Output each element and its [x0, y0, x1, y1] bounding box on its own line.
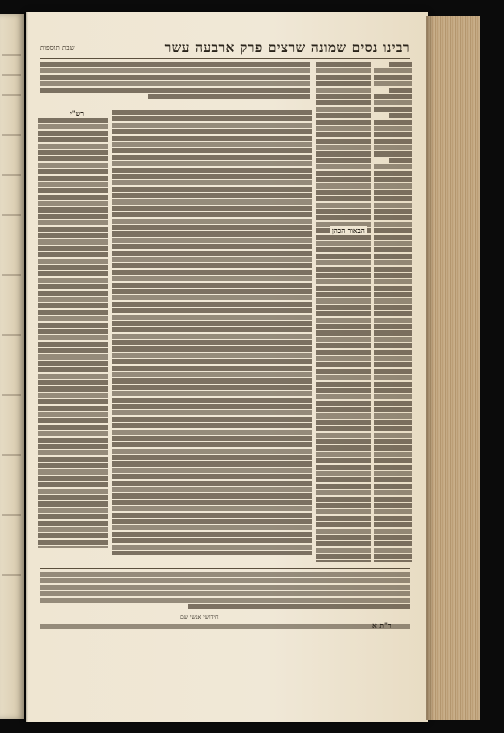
wide-text-block: [112, 408, 312, 528]
running-head-title: רבינו נסים שמונה שרצים פרק ארבעה עשר: [164, 40, 410, 56]
bottom-notes-block: [40, 624, 410, 636]
running-head-mark: שבת תוספות: [40, 44, 75, 52]
rashi-column: [38, 118, 108, 548]
ran-column: [316, 62, 371, 562]
margin-notes-column: [374, 62, 412, 562]
rashi-heading: רש"י: [70, 109, 84, 118]
header-rule: [40, 58, 410, 59]
footnote-rule: [40, 568, 410, 569]
page-edges-shadow: [426, 16, 434, 720]
gutter-shadow: [24, 12, 28, 722]
previous-page-edge: [0, 14, 24, 719]
footer-label: חידושי אנשי שם: [180, 614, 219, 621]
ran-heading: הבאור הכהן: [332, 226, 365, 235]
top-commentary-block: [40, 62, 310, 106]
footnotes-block: [40, 572, 410, 612]
page-edges: [426, 16, 480, 720]
page-number: ר"ת א: [372, 621, 392, 630]
running-head: [40, 40, 410, 56]
